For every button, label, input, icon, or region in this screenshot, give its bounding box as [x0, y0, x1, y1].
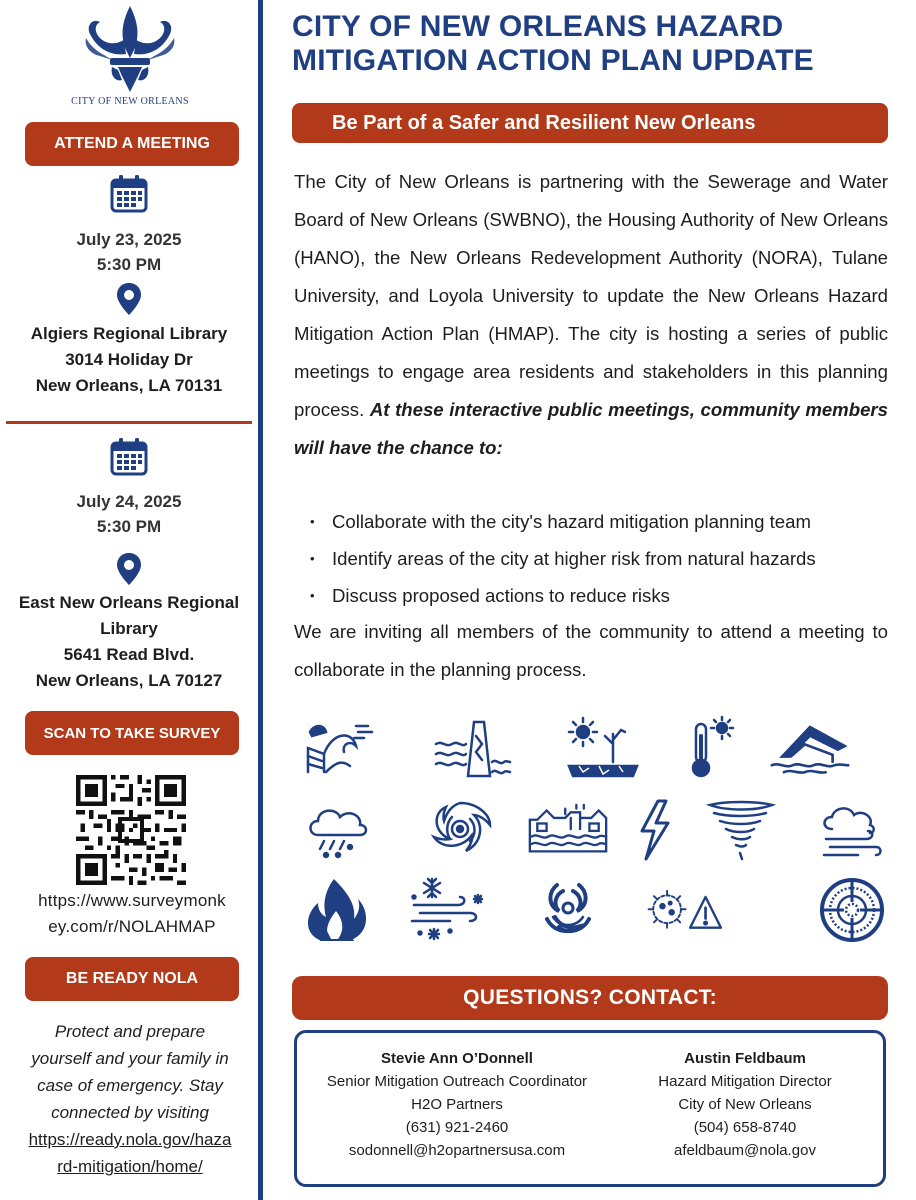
city-logo: [70, 4, 190, 114]
calendar-icon: [109, 437, 149, 477]
target-icon: [812, 875, 892, 945]
meeting2-time: 5:30 PM: [96, 517, 162, 536]
meeting2-venue-line2: Library: [100, 619, 158, 638]
list-item: [310, 503, 890, 540]
location-pin-icon: [117, 553, 141, 585]
title-line1: CITY OF NEW ORLEANS HAZARD: [292, 10, 784, 43]
contact-org: City of New Orleans: [678, 1096, 812, 1113]
extreme-heat-icon: [668, 712, 748, 782]
ready-nola-link-line2[interactable]: rd-mitigation/home/: [57, 1157, 203, 1176]
bullet-list: [310, 503, 890, 614]
location-pin-icon: [117, 283, 141, 315]
contact-role: Senior Mitigation Outreach Coordinator: [326, 1073, 588, 1090]
calendar-icon: [109, 174, 149, 214]
calendar-icon-wrap: [0, 174, 258, 214]
survey-link[interactable]: [8, 888, 256, 940]
meeting2-venue-line1: East New Orleans Regional: [18, 593, 240, 612]
drought-icon: [563, 712, 643, 782]
tagline-banner: Be Part of a Safer and Resilient New Orleans: [292, 103, 888, 143]
list-item: [310, 540, 890, 577]
bullet-text: Collaborate with the city's hazard mitigation planning team: [332, 511, 811, 532]
meeting1-date: July 23, 2025: [76, 230, 182, 249]
meeting1-street: 3014 Holiday Dr: [65, 350, 193, 369]
levee-failure-icon: [432, 712, 512, 782]
protect-line: case of emergency. Stay: [37, 1076, 223, 1095]
bullet-icon: •: [310, 551, 315, 566]
winter-storm-icon: [410, 875, 490, 945]
contact-role: Hazard Mitigation Director: [658, 1073, 832, 1090]
protect-line: yourself and your family in: [31, 1049, 229, 1068]
meeting1-city: New Orleans, LA 70131: [35, 376, 223, 395]
pandemic-icon: [644, 875, 724, 945]
contact-phone[interactable]: (504) 658-8740: [693, 1119, 797, 1136]
hailstorm-icon: [300, 795, 380, 865]
location-icon-wrap: [0, 283, 258, 315]
closing-paragraph: We are inviting all members of the community to attend a meeting to collaborate in the planning process.: [294, 621, 888, 680]
contact-name: Stevie Ann O’Donnell: [381, 1050, 533, 1067]
meeting1-venue: Algiers Regional Library: [30, 324, 228, 343]
flooding-icon: [528, 795, 608, 865]
high-wind-icon: [810, 795, 890, 865]
calendar-icon-wrap: [0, 437, 258, 477]
bullet-text: Discuss proposed actions to reduce risks: [332, 585, 670, 606]
ready-nola-link-line1[interactable]: https://ready.nola.gov/haza: [28, 1130, 232, 1149]
contact-org: H2O Partners: [411, 1096, 503, 1113]
logo-text: CITY OF NEW ORLEANS: [71, 96, 189, 107]
contact-card: [615, 1047, 875, 1162]
intro-emphasis: At these interactive public meetings, community members will have the chance to:: [294, 399, 888, 458]
contact-box: [294, 1030, 886, 1187]
wildfire-icon: [296, 875, 376, 945]
meeting2-date: July 24, 2025: [76, 492, 182, 511]
subsidence-icon: [770, 712, 850, 782]
fleur-de-lis-icon: [82, 4, 178, 94]
qr-code-icon[interactable]: [76, 775, 186, 885]
location-icon-wrap: [0, 553, 258, 585]
bullet-icon: •: [310, 588, 315, 603]
meeting2-street: 5641 Read Blvd.: [63, 645, 195, 664]
contact-name: Austin Feldbaum: [684, 1050, 806, 1067]
bullet-icon: •: [310, 514, 315, 529]
intro-paragraph: [294, 163, 888, 467]
attend-meeting-badge: ATTEND A MEETING: [25, 122, 239, 166]
contact-banner: QUESTIONS? CONTACT:: [292, 976, 888, 1020]
divider: [6, 421, 252, 424]
page-title: [292, 10, 892, 78]
survey-badge: SCAN TO TAKE SURVEY: [25, 711, 239, 755]
tornado-icon: [700, 795, 780, 865]
protect-line: Protect and prepare: [54, 1022, 206, 1041]
meeting1-time: 5:30 PM: [96, 255, 162, 274]
biohazard-icon: [528, 873, 608, 943]
protect-text: [4, 1018, 256, 1180]
be-ready-badge: BE READY NOLA: [25, 957, 239, 1001]
sidebar: [0, 0, 258, 1200]
contact-email[interactable]: afeldbaum@nola.gov: [674, 1142, 816, 1159]
storm-surge-icon: [300, 712, 380, 782]
intro-text: The City of New Orleans is partnering with the Sewerage and Water Board of New Orleans (SWBNO), the Housing Authority of New Orleans (HANO), the New Orleans Redevelopment Authority (NORA), Tulane University, and Loyola University to update the New Orleans Hazard Mitigation Action Plan (HMAP). The city is hosting a series of public meetings to engage area residents and stakeholders in this planning process.: [294, 171, 888, 420]
list-item: [310, 577, 890, 614]
lightning-icon: [614, 795, 694, 865]
protect-line: connected by visiting: [51, 1103, 209, 1122]
bullet-text: Identify areas of the city at higher risk from natural hazards: [332, 548, 816, 569]
survey-url-line1[interactable]: https://www.surveymonk: [38, 891, 226, 910]
meeting2-city: New Orleans, LA 70127: [35, 671, 223, 690]
contact-phone[interactable]: (631) 921-2460: [405, 1119, 509, 1136]
title-line2: MITIGATION ACTION PLAN UPDATE: [292, 44, 814, 77]
contact-card: [307, 1047, 607, 1162]
hurricane-icon: [420, 795, 500, 865]
vertical-divider: [258, 0, 263, 1200]
contact-email[interactable]: sodonnell@h2opartnersusa.com: [348, 1142, 566, 1159]
survey-url-line2[interactable]: ey.com/r/NOLAHMAP: [48, 917, 216, 936]
